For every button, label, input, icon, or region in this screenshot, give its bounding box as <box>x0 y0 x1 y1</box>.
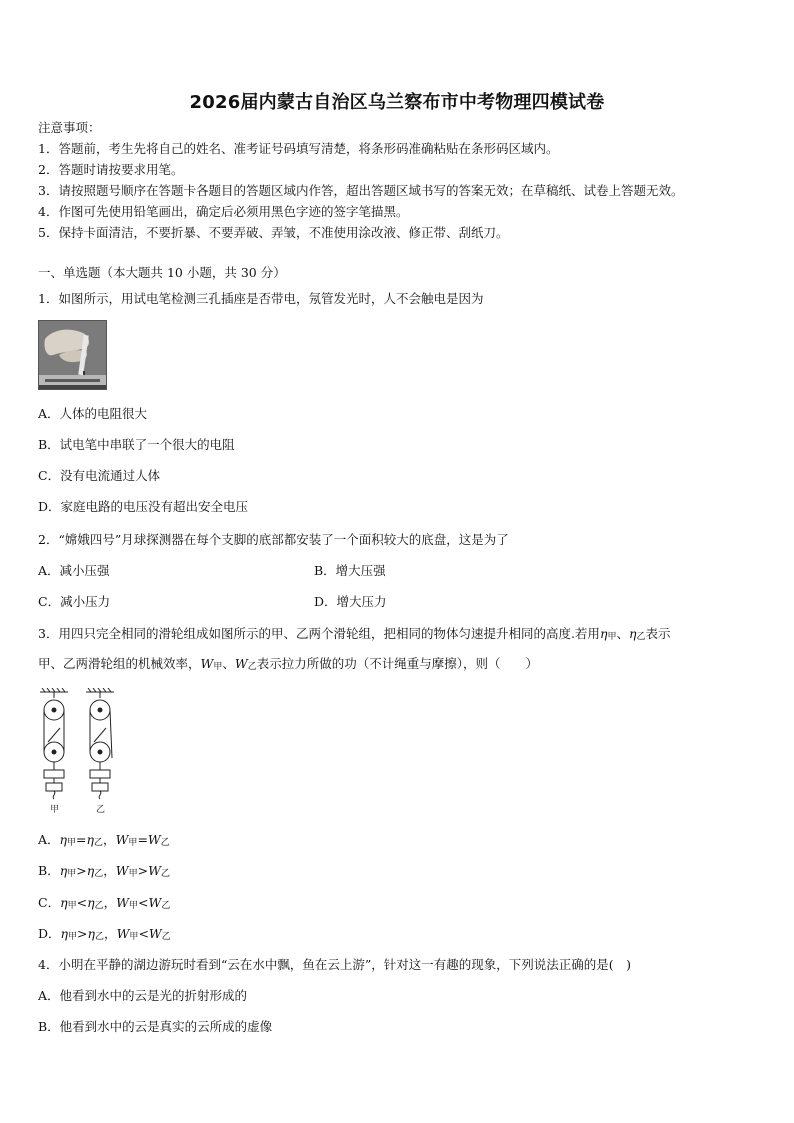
w-symbol: W <box>116 926 130 941</box>
q3-stem-text: 表示拉力所做的功（不计绳重与摩擦），则（ ） <box>256 656 539 671</box>
q3-option-d[interactable] <box>38 926 171 945</box>
q1-option-a[interactable]: A．人体的电阻很大 <box>38 406 148 421</box>
yi-subscript: 乙 <box>636 632 646 642</box>
jia-subscript: 甲 <box>128 869 138 879</box>
q3-stem-text: 3．用四只完全相同的滑轮组成如图所示的甲、乙两个滑轮组，把相同的物体匀速提升相同的高度.若用 <box>38 626 600 641</box>
separator: 、 <box>222 656 235 671</box>
q2-option-d[interactable]: D．增大压力 <box>314 594 387 609</box>
yi-subscript: 乙 <box>160 838 170 848</box>
relation: < <box>76 895 88 910</box>
q1-option-b[interactable]: B．试电笔中串联了一个很大的电阻 <box>38 437 235 452</box>
yi-subscript: 乙 <box>161 932 171 942</box>
option-letter: D． <box>38 926 61 941</box>
w-symbol: W <box>148 895 162 910</box>
q3-option-a[interactable] <box>38 832 170 851</box>
w-symbol: W <box>200 656 214 671</box>
yi-subscript: 乙 <box>247 662 257 672</box>
eta-symbol: η <box>86 863 95 878</box>
q3-option-b[interactable] <box>38 863 170 882</box>
notice-item: 5．保持卡面清洁，不要折暴、不要弄破、弄皱，不准使用涂改液、修正带、刮纸刀。 <box>38 225 509 240</box>
eta-symbol: η <box>87 895 95 910</box>
jia-subscript: 甲 <box>67 838 77 848</box>
comma: ， <box>104 926 117 941</box>
relation: > <box>137 863 149 878</box>
comma: ， <box>103 895 117 910</box>
hand-holding-test-pen-image <box>39 321 106 389</box>
pulley-diagram <box>38 688 128 816</box>
yi-subscript: 乙 <box>94 869 104 879</box>
q3-stem-text: 甲、乙两滑轮组的机械效率， <box>38 656 201 671</box>
notice-item: 4．作图可先使用铅笔画出，确定后必须用黑色字迹的签字笔描黑。 <box>38 204 409 219</box>
eta-symbol: η <box>59 832 68 847</box>
notice-item: 3．请按照题号顺序在答题卡各题目的答题区域内作答，超出答题区域书写的答案无效；在草稿纸、试卷上答题无效。 <box>38 183 684 198</box>
question-1-stem: 1．如图所示，用试电笔检测三孔插座是否带电，氖管发光时，人不会触电是因为 <box>38 291 484 306</box>
question-3-stem-line-1 <box>38 626 671 645</box>
q2-option-c[interactable]: C．减小压力 <box>38 594 111 609</box>
relation: > <box>77 926 88 941</box>
q2-option-b[interactable]: B．增大压强 <box>314 563 386 578</box>
eta-symbol: η <box>87 926 96 941</box>
q3-stem-text: 表示 <box>645 626 671 641</box>
option-letter: C． <box>38 895 61 910</box>
question-3-stem-line-2 <box>38 656 538 675</box>
relation: < <box>138 926 149 941</box>
yi-subscript: 乙 <box>161 901 171 911</box>
eta-symbol: η <box>86 832 95 847</box>
q4-option-b[interactable]: B．他看到水中的云是真实的云所成的虚像 <box>38 1019 273 1034</box>
jia-subscript: 甲 <box>129 932 139 942</box>
jia-subscript: 甲 <box>607 632 617 642</box>
jia-subscript: 甲 <box>67 869 77 879</box>
q4-option-a[interactable]: A．他看到水中的云是光的折射形成的 <box>38 988 248 1003</box>
jia-subscript: 甲 <box>128 838 138 848</box>
eta-symbol: η <box>628 626 637 641</box>
pulley-system-figure <box>38 688 128 816</box>
jia-subscript: 甲 <box>213 662 223 672</box>
yi-subscript: 乙 <box>94 838 104 848</box>
jia-subscript: 甲 <box>68 932 78 942</box>
eta-symbol: η <box>60 926 69 941</box>
eta-symbol: η <box>599 626 608 641</box>
w-symbol: W <box>115 863 129 878</box>
w-symbol: W <box>115 832 129 847</box>
relation: > <box>76 863 87 878</box>
eta-symbol: η <box>60 895 68 910</box>
question-4-stem: 4．小明在平静的湖边游玩时看到“云在水中飘，鱼在云上游”，针对这一有趣的现象，下列说法正确的是( ) <box>38 957 631 972</box>
section-heading: 一、单选题（本大题共 10 小题，共 30 分） <box>38 265 286 280</box>
figure-label-jia: 甲 <box>50 805 60 815</box>
jia-subscript: 甲 <box>67 901 77 911</box>
w-symbol: W <box>148 863 161 878</box>
eta-symbol: η <box>59 863 68 878</box>
w-symbol: W <box>234 656 248 671</box>
question-2-stem: 2．“嫦娥四号”月球探测器在每个支脚的底部都安装了一个面积较大的底盘，这是为了 <box>38 532 509 547</box>
test-pen-photo <box>38 320 107 390</box>
q1-option-d[interactable]: D．家庭电路的电压没有超出安全电压 <box>38 499 249 514</box>
q1-option-c[interactable]: C．没有电流通过人体 <box>38 468 161 483</box>
page-title: 2026届内蒙古自治区乌兰察布市中考物理四模试卷 <box>189 92 605 113</box>
relation: = <box>137 832 148 847</box>
notice-item: 2．答题时请按要求用笔。 <box>38 162 184 177</box>
yi-subscript: 乙 <box>94 901 104 911</box>
relation: < <box>137 895 149 910</box>
w-symbol: W <box>147 832 161 847</box>
yi-subscript: 乙 <box>160 869 170 879</box>
figure-label-yi: 乙 <box>96 805 106 815</box>
notice-item: 1．答题前，考生先将自己的姓名、准考证号码填写清楚，将条形码准确粘贴在条形码区域内。 <box>38 141 559 156</box>
relation: = <box>76 832 87 847</box>
comma: ， <box>103 832 116 847</box>
w-symbol: W <box>116 895 129 910</box>
separator: 、 <box>616 626 629 641</box>
w-symbol: W <box>148 926 162 941</box>
jia-subscript: 甲 <box>128 901 138 911</box>
q3-option-c[interactable] <box>38 895 170 914</box>
notice-heading: 注意事项： <box>38 120 101 135</box>
yi-subscript: 乙 <box>95 932 105 942</box>
option-letter: B． <box>38 863 60 878</box>
option-letter: A． <box>38 832 60 847</box>
comma: ， <box>103 863 116 878</box>
q2-option-a[interactable]: A．减小压强 <box>38 563 110 578</box>
